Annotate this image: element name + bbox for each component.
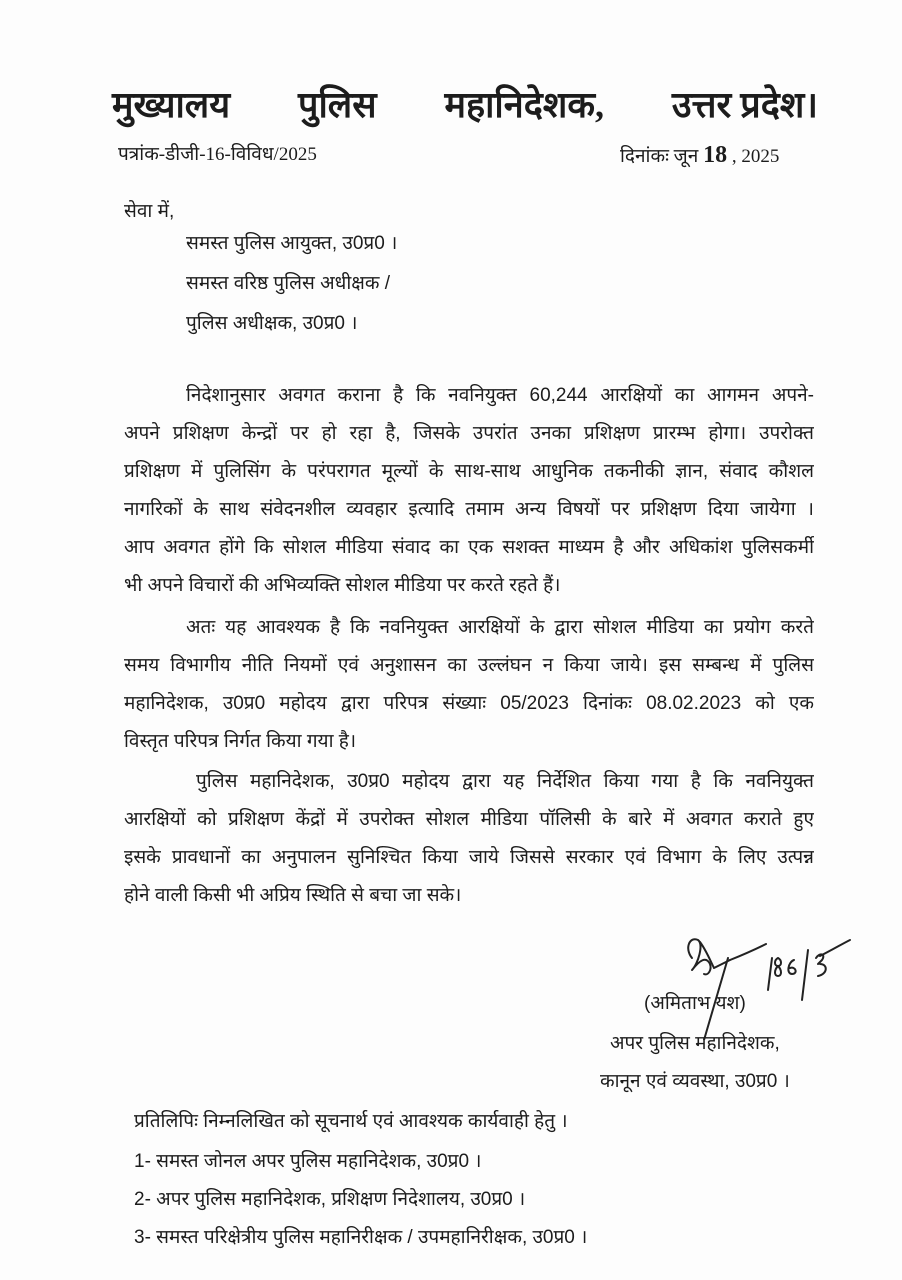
handwritten-signature — [670, 930, 860, 1040]
copy-to-heading: प्रतिलिपिः निम्नलिखित को सूचनार्थ एवं आवश्यक कार्यवाही हेतु । — [134, 1111, 568, 1132]
paragraph-line: आप अवगत होंगे कि सोशल मीडिया संवाद का एक सशक्त माध्यम है और अधिकांश पुलिसकर्मी — [124, 537, 814, 558]
date-year: , 2025 — [731, 146, 780, 167]
paragraph-line: अतः यह आवश्यक है कि नवनियुक्त आरक्षियों के द्वारा सोशल मीडिया का प्रयोग करते — [186, 617, 814, 638]
addressee-line: समस्त वरिष्ठ पुलिस अधीक्षक / — [186, 273, 391, 294]
paragraph-line: समय विभागीय नीति नियमों एवं अनुशासन का उल्लंघन न किया जाये। इस सम्बन्ध में पुलिस — [124, 655, 814, 676]
title-word: मुख्यालय — [112, 85, 231, 125]
signature-stroke — [688, 939, 710, 974]
letter-number: पत्रांक-डीजी-16-विविध/2025 — [118, 144, 317, 165]
signature-stroke — [788, 960, 795, 974]
paragraph-line: नागरिकों के साथ संवेदनशील व्यवहार इत्यादि तमाम अन्य विषयों पर प्रशिक्षण दिया जायेगा । — [124, 499, 814, 520]
letterhead-title — [112, 82, 818, 128]
paragraph-line: महानिदेशक, उ0प्र0 महोदय द्वारा परिपत्र संख्याः 05/2023 दिनांकः 08.02.2023 को एक — [124, 693, 814, 714]
signatory-designation: अपर पुलिस महानिदेशक, — [610, 1033, 780, 1054]
paragraph-line: विस्तृत परिपत्र निर्गत किया गया है। — [124, 731, 357, 752]
signatory-department: कानून एवं व्यवस्था, उ0प्र0 । — [600, 1071, 790, 1092]
copy-to-item: 3- समस्त परिक्षेत्रीय पुलिस महानिरीक्षक / उपमहानिरीक्षक, उ0प्र0 । — [134, 1227, 588, 1248]
signature-stroke — [730, 944, 766, 960]
letter-date — [620, 143, 779, 169]
signature-stroke — [816, 954, 826, 976]
addressee-line: पुलिस अधीक्षक, उ0प्र0 । — [186, 313, 358, 334]
title-word: पुलिस — [298, 85, 377, 125]
paragraph-line: होने वाली किसी भी अप्रिय स्थिति से बचा जा सके। — [124, 885, 462, 906]
signatory-name: (अमिताभ यश) — [644, 993, 746, 1014]
copy-to-item: 2- अपर पुलिस महानिदेशक, प्रशिक्षण निदेशालय, उ0प्र0 । — [134, 1189, 526, 1210]
title-word: उत्तर प्रदेश। — [671, 85, 818, 125]
title-word: महानिदेशक, — [444, 85, 604, 125]
paragraph-line: प्रशिक्षण में पुलिसिंग के परंपरागत मूल्यों के साथ-साथ आधुनिक तकनीकी ज्ञान, संवाद कौशल — [124, 461, 814, 482]
copy-to-item: 1- समस्त जोनल अपर पुलिस महानिदेशक, उ0प्र0 । — [134, 1151, 482, 1172]
paragraph-line: आरक्षियों को प्रशिक्षण केंद्रों में उपरोक्त सोशल मीडिया पॉलिसी के बारे में अवगत कराते हुए — [124, 809, 814, 830]
date-label: दिनांकः जून — [620, 146, 699, 167]
date-day: 18 — [703, 142, 728, 168]
addressee-line: समस्त पुलिस आयुक्त, उ0प्र0 । — [186, 233, 398, 254]
signature-stroke — [775, 958, 781, 976]
paragraph-line: भी अपने विचारों की अभिव्यक्ति सोशल मीडिया पर करते रहते हैं। — [124, 575, 561, 596]
paragraph-line: निदेशानुसार अवगत कराना है कि नवनियुक्त 60,244 आरक्षियों का आगमन अपने- — [186, 385, 814, 406]
signature-stroke — [768, 958, 772, 990]
signature-stroke — [820, 940, 850, 956]
salutation: सेवा में, — [124, 201, 175, 222]
paragraph-line: इसके प्रावधानों का अनुपालन सुनिश्चित किया जाये जिससे सरकार एवं विभाग के लिए उत्पन्न — [124, 847, 814, 868]
paragraph-line: पुलिस महानिदेशक, उ0प्र0 महोदय द्वारा यह निर्देशित किया गया है कि नवनियुक्त — [196, 771, 814, 792]
paragraph-line: अपने प्रशिक्षण केन्द्रों पर हो रहा है, जिसके उपरांत उनका प्रशिक्षण प्रारम्भ होगा। उपरोक्त — [124, 423, 814, 444]
signature-stroke — [802, 950, 808, 1000]
